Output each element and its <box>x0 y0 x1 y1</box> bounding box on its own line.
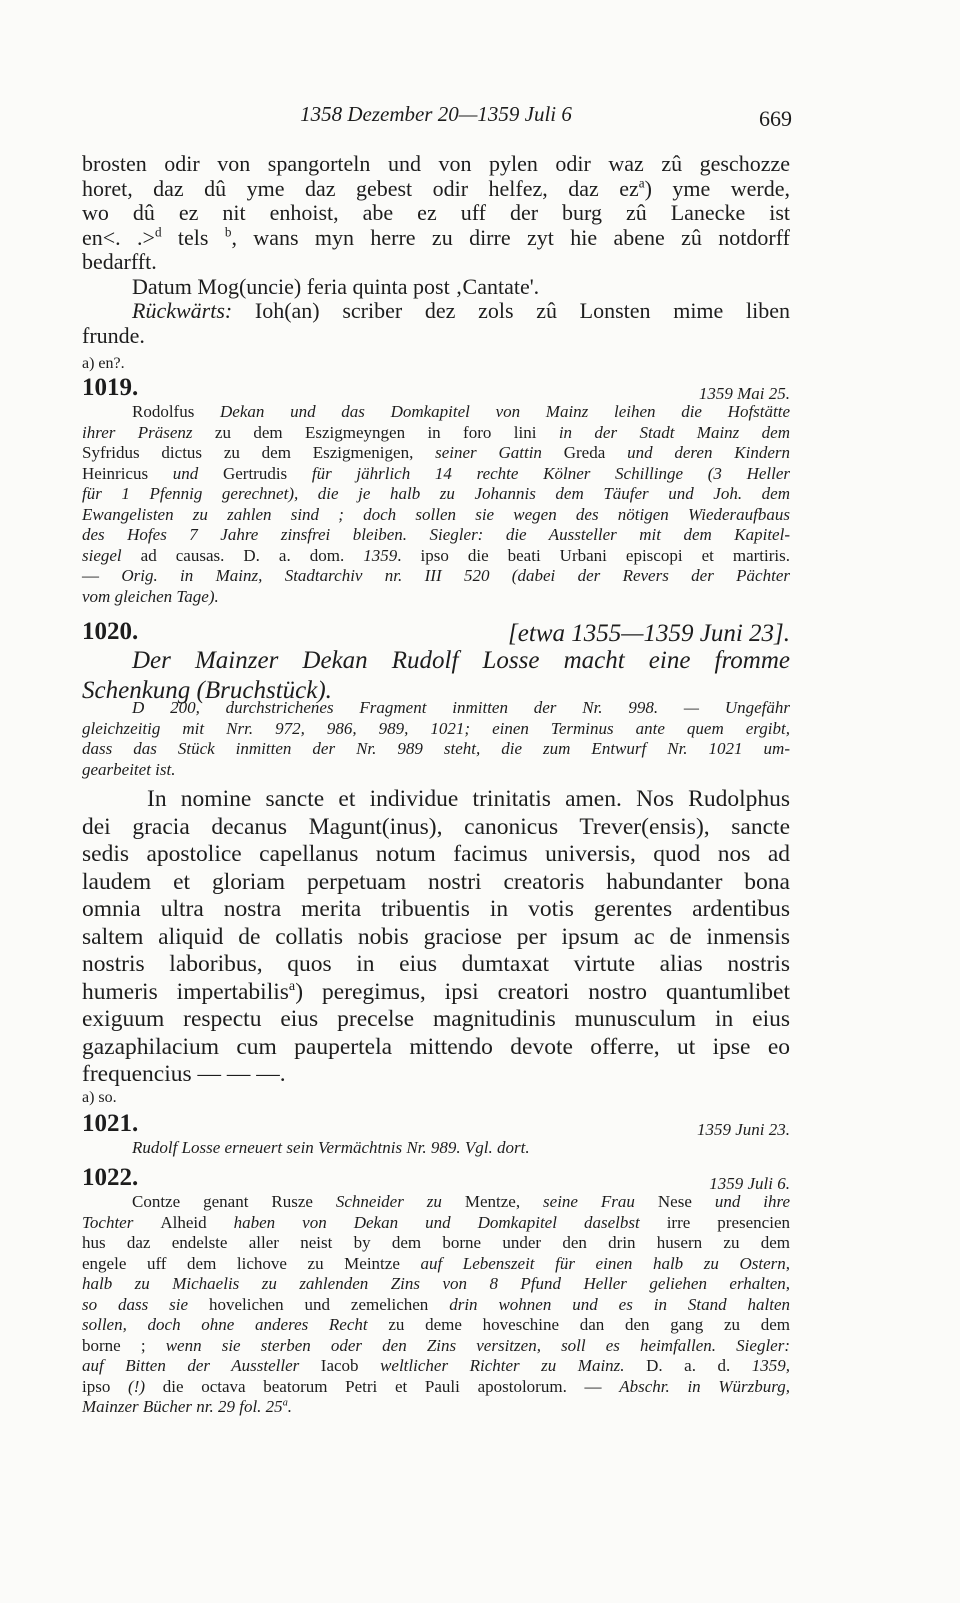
entry-number: 1019. <box>82 374 139 401</box>
text-line: saltem aliquid de collatis nobis graciose per ipsum ac de inmensis <box>82 923 790 950</box>
text-line: Syfridus dictus zu dem Eszigmenigen, seiner Gattin Greda und deren Kindern <box>82 443 790 462</box>
text-line: brosten odir von spangorteln und von pylen odir waz zû geschozze <box>82 151 790 176</box>
text-line: exiguum respectu eius precelse magnitudinis munusculum in eius <box>82 1006 790 1032</box>
entry-date: [etwa 1355—1359 Juni 23]. <box>508 620 790 647</box>
entry-1021-regest <box>82 1138 790 1159</box>
text-line: D 200, durchstrichenes Fragment inmitten der Nr. 998. — Ungefähr <box>132 698 790 717</box>
text-line: Tochter Alheid haben von Dekan und Domkapitel daselbst irre presencien <box>82 1212 790 1232</box>
footnote: a) en?. <box>82 355 125 372</box>
entry-1020-title <box>82 646 790 706</box>
running-title: 1358 Dezember 20—1359 Juli 6 <box>300 102 572 126</box>
text-line: omnia ultra nostra merita tribuentis in votis gerentes ardentibus <box>82 896 790 922</box>
entry-number: 1020. <box>82 618 139 645</box>
entry-number: 1022. <box>82 1164 139 1191</box>
text-line: engele uff dem lichove zu Meintze auf Lebenszeit für einen halb zu Ostern, <box>82 1253 790 1273</box>
entry-number: 1021. <box>82 1110 139 1137</box>
text-line: vom gleichen Tage). <box>82 586 219 606</box>
text-line: Contze genant Rusze Schneider zu Mentze, seine Frau Nese und ihre <box>132 1192 791 1211</box>
text-line: für 1 Pfennig gerechnet), die je halb zu Johannis dem Täufer und Joh. dem <box>82 484 790 503</box>
text-line: Heinricus und Gertrudis für jährlich 14 rechte Kölner Schillinge (3 Heller <box>82 463 790 483</box>
text-line: Ewangelisten zu zahlen sind ; doch sollen sie wegen des nötigen Wiederaufbaus <box>82 504 790 524</box>
entry-date: 1359 Mai 25. <box>698 384 790 403</box>
page-header <box>80 98 792 138</box>
text-line: wo dû ez nit enhoist, abe ez uff der burg zû Lanecke ist <box>82 200 790 225</box>
text-line: gleichzeitig mit Nrr. 972, 986, 989, 1021; einen Terminus ante quem ergibt, <box>82 718 790 738</box>
title-line: Schenkung (Bruchstück). <box>82 677 332 704</box>
text-line: dass das Stück inmitten der Nr. 989 steht, die zum Entwurf Nr. 1021 um- <box>82 739 790 758</box>
text-line: Mainzer Bücher nr. 29 fol. 25$^a$. <box>82 1397 293 1416</box>
datum-line: Datum Mog(uncie) feria quinta post ‚Cantate'. <box>132 273 540 299</box>
text-line: horet, daz dû yme daz gebest odir helfez, daz $ez^a$) yme werde, <box>82 175 791 201</box>
title-line: Der Mainzer Dekan Rudolf Losse macht eine fromme <box>132 647 790 674</box>
entry-1021-heading <box>82 1110 790 1140</box>
entry-1022-regest <box>82 1192 790 1418</box>
text-line: ihrer Präsenz zu dem Eszigmeyngen in foro lini in der Stadt Mainz dem <box>82 422 791 442</box>
text-line: borne ; wenn sie sterben oder den Zins versitzen, soll es heimfallen. Siegler: <box>82 1335 790 1355</box>
entry-1019-regest <box>82 402 790 607</box>
text-line: Rodolfus Dekan und das Domkapitel von Mainz leihen die Hofstätte <box>132 402 790 421</box>
entry-1022-heading <box>82 1164 790 1194</box>
rueckwaerts-line: Rückwärts: Ioh(an) scriber dez zols zû Lonsten mime liben <box>132 298 790 323</box>
text-line: bedarfft. <box>82 249 157 274</box>
footnote: a) so. <box>82 1089 117 1106</box>
text-line: auf Bitten der Aussteller Iacob weltlicher Richter zu Mainz. D. a. d. 1359, <box>82 1356 791 1375</box>
text-line: In nomine sancte et individue trinitatis amen. Nos Rudolphus <box>147 786 790 812</box>
text-line: des Hofes 7 Jahre zinsfrei bleiben. Siegler: die Aussteller mit dem Kapitel- <box>82 525 790 544</box>
entry-date: 1359 Juni 23. <box>696 1120 790 1139</box>
text-line: sollen, doch ohne anderes Recht zu deme hoveschine dan den gang zu dem <box>82 1315 790 1334</box>
text-line: gearbeitet ist. <box>82 759 176 779</box>
entry-date: 1359 Juli 6. <box>709 1174 790 1193</box>
entry-1020-notes <box>82 698 790 780</box>
text-line: siegel ad causas. D. a. dom. 1359. ipso die beati Urbani episcopi et martiris. <box>82 545 790 565</box>
text-line: — Orig. in Mainz, Stadtarchiv nr. III 520 (dabei der Revers der Pächter <box>82 566 790 585</box>
text-line: gazaphilacium cum paupertela mittendo devote offerre, ut ipse eo <box>82 1033 790 1060</box>
text-line: frequencius — — —. <box>82 1061 286 1087</box>
text-line: ipso (!) die octava beatorum Petri et Pauli apostolorum. — Abschr. in Würzburg, <box>82 1376 790 1396</box>
page-number: 669 <box>759 106 792 131</box>
text-line: so dass sie hovelichen und zemelichen drin wohnen und es in Stand halten <box>82 1294 791 1314</box>
text-line: frunde. <box>82 322 145 348</box>
continuation-text <box>82 152 790 348</box>
text-line: humeris impertabilis$^a$) peregimus, ipsi creatori nostro quantumlibet <box>82 977 790 1005</box>
text-line: sedis apostolice capellanus notum facimus universis, quod nos ad <box>82 841 790 867</box>
text-line: halb zu Michaelis zu zahlenden Zins von 8 Pfund Heller geliehen erhalten, <box>82 1274 790 1293</box>
text-line: hus daz endelste aller neist by dem borne under den drin husern zu dem <box>82 1233 790 1252</box>
entry-1020-body <box>82 786 790 1089</box>
text-line: nostris laboribus, quos in eius dumtaxat virtute alias nostris <box>82 951 790 977</box>
text-line: Rudolf Losse erneuert sein Vermächtnis Nr. 989. Vgl. dort. <box>132 1138 530 1157</box>
text-line: dei gracia decanus Magunt(inus), canonicus Trever(ensis), sancte <box>82 813 790 840</box>
text-line: laudem et gloriam perpetuam nostri creatoris habundanter bona <box>82 868 790 895</box>
text-line: en<. .>$^d$ tels $^b$, wans myn herre zu dirre zyt hie abene zû notdorff <box>82 224 790 250</box>
entry-1019-heading <box>82 374 790 404</box>
